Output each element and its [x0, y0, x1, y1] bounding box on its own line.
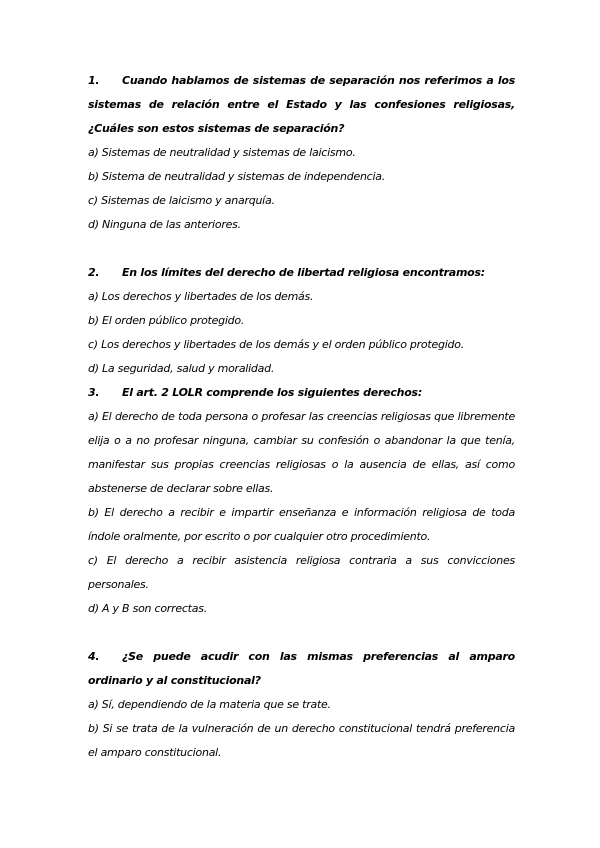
question-3-text: El art. 2 LOLR comprende los siguientes derechos: — [122, 386, 422, 399]
spacer — [88, 621, 515, 645]
question-3-option-b: b) El derecho a recibir e impartir enseñanza e información religiosa de toda índole oralmente, por escrito o por cualquier otro procedimiento. — [88, 506, 515, 543]
question-3-option-c: c) El derecho a recibir asistencia religiosa contraria a sus convicciones personales. — [88, 554, 515, 591]
question-2-option-c: c) Los derechos y libertades de los demás y el orden público protegido. — [88, 338, 464, 351]
question-1-text: Cuando hablamos de sistemas de separación nos referimos a los sistemas de relación entre el Estado y las confesiones religiosas, ¿Cuáles son estos sistemas de separación? — [88, 74, 515, 135]
question-1-option-b: b) Sistema de neutralidad y sistemas de independencia. — [88, 170, 386, 183]
question-4-text: ¿Se puede acudir con las mismas preferencias al amparo ordinario y al constitucional? — [88, 650, 515, 687]
question-3-heading — [88, 381, 515, 405]
document-page — [88, 69, 515, 765]
question-1-number: 1. — [88, 74, 100, 87]
question-1-option-a: a) Sistemas de neutralidad y sistemas de laicismo. — [88, 146, 356, 159]
question-4-heading — [88, 645, 515, 693]
question-3-option-d: d) A y B son correctas. — [88, 602, 207, 615]
question-1-heading — [88, 69, 515, 141]
question-2-option-d: d) La seguridad, salud y moralidad. — [88, 362, 275, 375]
question-2-option-a: a) Los derechos y libertades de los demás. — [88, 290, 314, 303]
question-2-number: 2. — [88, 266, 100, 279]
question-3-number: 3. — [88, 386, 100, 399]
question-1-option-c: c) Sistemas de laicismo y anarquía. — [88, 194, 275, 207]
question-2-text: En los límites del derecho de libertad religiosa encontramos: — [122, 266, 485, 279]
question-3-option-a: a) El derecho de toda persona o profesar las creencias religiosas que libremente elija o a no profesar ninguna, cambiar su confesión o abandonar la que tenía, manifestar sus propias creencias religiosas o la ausencia de ellas, así como abstenerse de declarar sobre ellas. — [88, 410, 515, 495]
question-1-option-d: d) Ninguna de las anteriores. — [88, 218, 241, 231]
question-2-heading — [88, 261, 515, 285]
spacer — [88, 237, 515, 261]
question-4-option-a: a) Sí, dependiendo de la materia que se trate. — [88, 698, 331, 711]
question-2-option-b: b) El orden público protegido. — [88, 314, 245, 327]
question-4-number: 4. — [88, 650, 100, 663]
question-4-option-b: b) Si se trata de la vulneración de un derecho constitucional tendrá preferencia el amparo constitucional. — [88, 722, 515, 759]
